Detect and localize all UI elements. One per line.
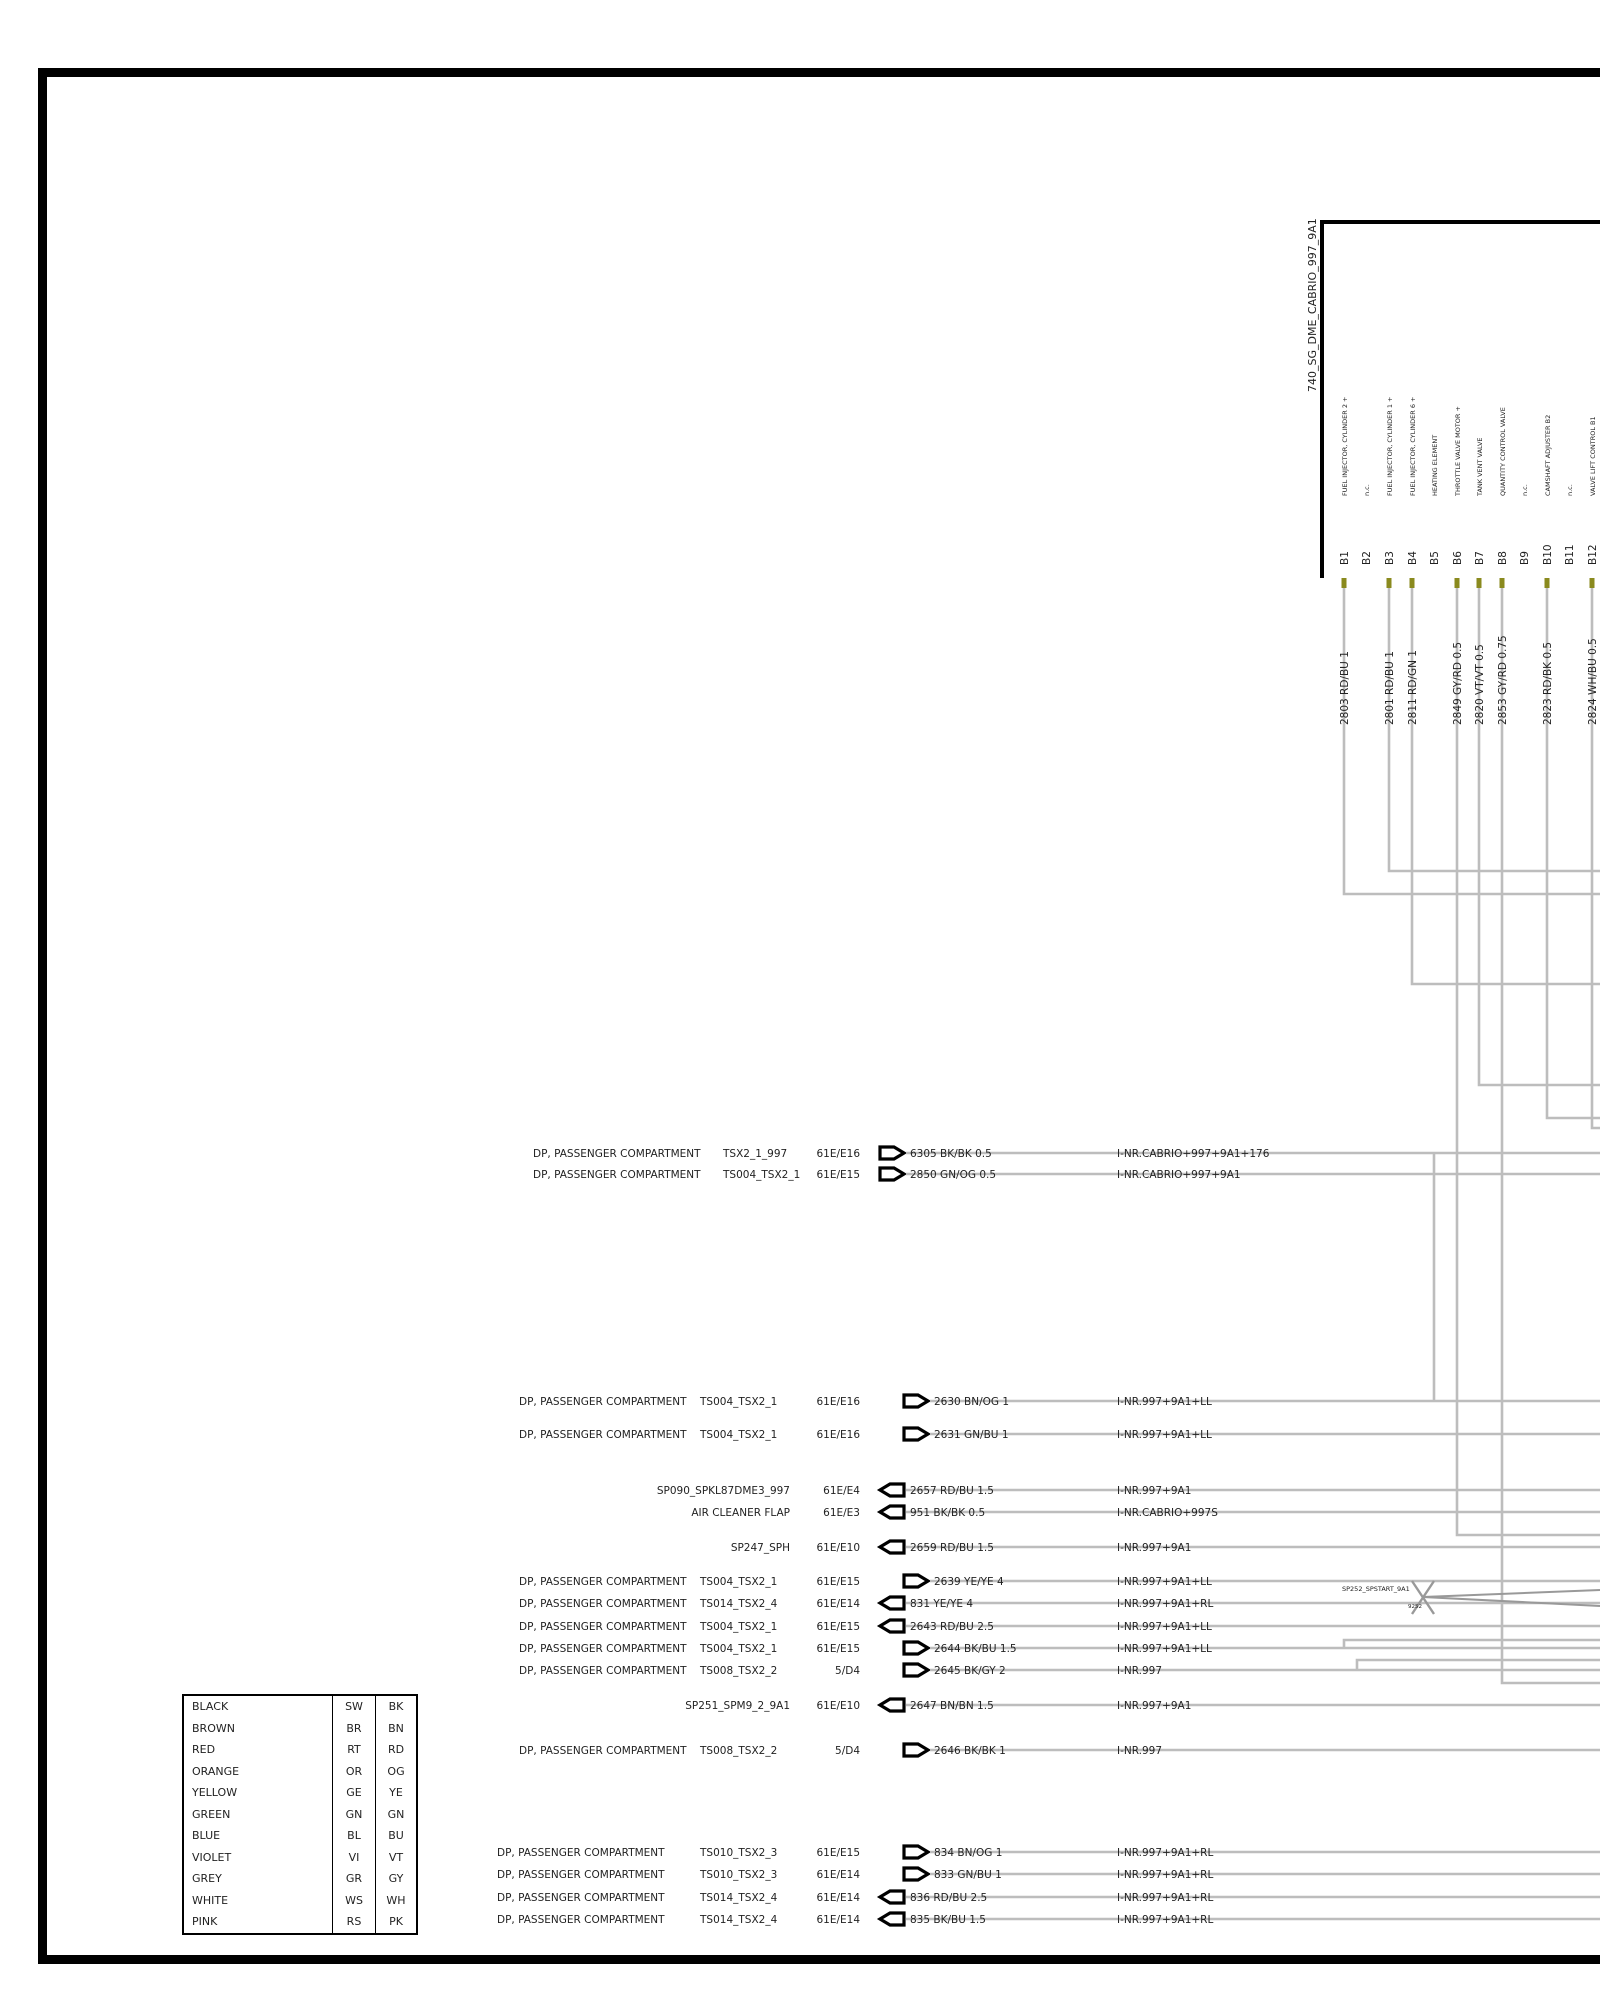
legend-color-name: BROWN — [183, 1718, 333, 1740]
connection-wire-label: 2657 RD/BU 1.5 — [910, 1485, 994, 1497]
connection-connector: TSX2_1_997 — [723, 1148, 788, 1160]
wire-route — [1502, 588, 1600, 1683]
connector-arrow — [904, 1846, 928, 1858]
wire-route — [1357, 1660, 1600, 1670]
connection-ref: 61E/E14 — [816, 1914, 860, 1926]
ecu-pin-number: B6 — [1452, 551, 1464, 565]
connection-connector: TS004_TSX2_1 — [723, 1169, 801, 1181]
legend-code-en: OG — [376, 1761, 418, 1783]
legend-row — [183, 1739, 417, 1761]
legend-row — [183, 1718, 417, 1740]
connector-arrow — [880, 1699, 904, 1711]
ecu-pin-number: B10 — [1542, 544, 1554, 565]
legend-code-de: WS — [333, 1890, 376, 1912]
connection-wire-label: 2850 GN/OG 0.5 — [910, 1169, 997, 1181]
connection-code: I-NR.CABRIO+997S — [1117, 1507, 1218, 1519]
connection-location: DP, PASSENGER COMPARTMENT — [497, 1869, 665, 1881]
ecu-pin-label: n.c. — [1521, 484, 1529, 496]
ecu-pin-terminal — [1590, 578, 1595, 588]
ecu-pin-number: B4 — [1407, 551, 1419, 565]
connection-wire-label: 2639 YE/YE 4 — [934, 1576, 1004, 1588]
legend-code-en: GY — [376, 1868, 418, 1890]
ecu-title: 740_SG_DME_CABRIO_997_9A1 — [1306, 218, 1319, 392]
connection-ref: 61E/E16 — [816, 1429, 860, 1441]
ecu-pin-number: B7 — [1474, 551, 1486, 565]
connector-arrow — [904, 1428, 928, 1440]
connection-location: DP, PASSENGER COMPARTMENT — [533, 1148, 701, 1160]
connection-code: I-NR.997+9A1+LL — [1117, 1429, 1212, 1441]
legend-color-name: GREEN — [183, 1804, 333, 1826]
connection-code: I-NR.997+9A1+LL — [1117, 1643, 1212, 1655]
ecu-pin-label: QUANTITY CONTROL VALVE — [1499, 407, 1507, 496]
connection-ref: 61E/E4 — [823, 1485, 860, 1497]
ecu-pin-terminal — [1455, 578, 1460, 588]
connection-code: I-NR.997+9A1+RL — [1117, 1847, 1214, 1859]
connection-ref: 5/D4 — [835, 1745, 860, 1757]
ecu-pin-label: n.c. — [1566, 484, 1574, 496]
connection-connector: TS008_TSX2_2 — [700, 1745, 778, 1757]
splice-branch — [1423, 1590, 1600, 1597]
connection-ref: 61E/E10 — [816, 1542, 860, 1554]
legend-code-en: RD — [376, 1739, 418, 1761]
ecu-wire-label: 2824 WH/BU 0.5 — [1587, 638, 1599, 725]
legend-color-name: YELLOW — [183, 1782, 333, 1804]
connection-code: I-NR.997+9A1+LL — [1117, 1621, 1212, 1633]
connector-arrow — [880, 1484, 904, 1496]
connection-code: I-NR.CABRIO+997+9A1+176 — [1117, 1148, 1270, 1160]
splice-symbol — [1342, 1581, 1600, 1614]
connector-arrow — [904, 1575, 928, 1587]
splice-id: 9252 — [1408, 1604, 1422, 1610]
legend-code-en: VT — [376, 1847, 418, 1869]
connection-connector: TS010_TSX2_3 — [700, 1847, 778, 1859]
ecu-pin-label: FUEL INJECTOR, CYLINDER 6 + — [1409, 396, 1417, 496]
connection-code: I-NR.997 — [1117, 1665, 1163, 1677]
connection-connector: TS008_TSX2_2 — [700, 1665, 778, 1677]
legend-color-name: PINK — [183, 1911, 333, 1934]
legend-code-en: BU — [376, 1825, 418, 1847]
connection-wire-label: 2645 BK/GY 2 — [934, 1665, 1006, 1677]
legend-row — [183, 1695, 417, 1718]
connection-connector: TS004_TSX2_1 — [700, 1621, 778, 1633]
wire-lines — [1344, 588, 1600, 1683]
splice-branch — [1423, 1597, 1600, 1606]
connection-location: DP, PASSENGER COMPARTMENT — [497, 1847, 665, 1859]
connection-location: DP, PASSENGER COMPARTMENT — [519, 1396, 687, 1408]
connection-location: DP, PASSENGER COMPARTMENT — [519, 1621, 687, 1633]
connection-wire-label: 951 BK/BK 0.5 — [910, 1507, 986, 1519]
connection-wire-label: 2646 BK/BK 1 — [934, 1745, 1006, 1757]
ecu-pin-terminal — [1545, 578, 1550, 588]
legend-color-name: GREY — [183, 1868, 333, 1890]
ecu-pin-terminal — [1410, 578, 1415, 588]
ecu-pin-number: B12 — [1587, 544, 1599, 565]
ecu-pin-label: THROTTLE VALVE MOTOR + — [1454, 406, 1462, 496]
connection-connector: SP247_SPH — [730, 1542, 790, 1554]
legend-row — [183, 1847, 417, 1869]
ecu-box-outline — [1322, 222, 1600, 578]
connection-ref: 61E/E15 — [816, 1643, 860, 1655]
ecu-wire-label: 2801 RD/BU 1 — [1384, 651, 1396, 725]
connection-ref: 61E/E3 — [823, 1507, 860, 1519]
connector-arrow — [880, 1147, 904, 1159]
legend-row — [183, 1825, 417, 1847]
connection-connector: TS014_TSX2_4 — [700, 1914, 778, 1926]
connection-wire-label: 2630 BN/OG 1 — [934, 1396, 1010, 1408]
connection-connector: AIR CLEANER FLAP — [691, 1507, 790, 1519]
ecu-wire-label: 2811 RD/GN 1 — [1407, 650, 1419, 725]
legend-row — [183, 1890, 417, 1912]
connection-ref: 61E/E15 — [816, 1576, 860, 1588]
ecu-pin-number: B11 — [1564, 544, 1576, 565]
connection-ref: 61E/E16 — [816, 1396, 860, 1408]
legend-code-de: SW — [333, 1695, 376, 1718]
splice-name: SP252_SPSTART_9A1 — [1342, 1585, 1410, 1593]
connection-location: DP, PASSENGER COMPARTMENT — [519, 1745, 687, 1757]
ecu-pin-terminal — [1342, 578, 1347, 588]
connection-wire-label: 2647 BN/BN 1.5 — [910, 1700, 994, 1712]
connection-location: DP, PASSENGER COMPARTMENT — [519, 1598, 687, 1610]
ecu-pin-number: B3 — [1384, 551, 1396, 565]
ecu-wire-label: 2803 RD/BU 1 — [1339, 651, 1351, 725]
ecu-pin-number: B8 — [1497, 551, 1509, 565]
legend-code-de: RS — [333, 1911, 376, 1934]
connection-code: I-NR.997+9A1+RL — [1117, 1914, 1214, 1926]
connection-wire-label: 2643 RD/BU 2.5 — [910, 1621, 994, 1633]
connection-connector: TS010_TSX2_3 — [700, 1869, 778, 1881]
ecu-pin-terminal — [1500, 578, 1505, 588]
connection-location: DP, PASSENGER COMPARTMENT — [497, 1892, 665, 1904]
connection-location: DP, PASSENGER COMPARTMENT — [519, 1665, 687, 1677]
connection-wire-label: 2631 GN/BU 1 — [934, 1429, 1009, 1441]
legend-row — [183, 1868, 417, 1890]
connector-arrow — [880, 1913, 904, 1925]
ecu-pin-number: B1 — [1339, 551, 1351, 565]
legend-code-en: GN — [376, 1804, 418, 1826]
ecu-pin-label: FUEL INJECTOR, CYLINDER 2 + — [1341, 396, 1349, 496]
legend-code-en: BN — [376, 1718, 418, 1740]
connection-ref: 61E/E14 — [816, 1598, 860, 1610]
ecu-pin-label: TANK VENT VALVE — [1476, 437, 1484, 496]
connector-arrow — [904, 1642, 928, 1654]
legend-code-de: GN — [333, 1804, 376, 1826]
connection-location: DP, PASSENGER COMPARTMENT — [519, 1429, 687, 1441]
connection-code: I-NR.997+9A1+LL — [1117, 1576, 1212, 1588]
connection-wire-label: 834 BN/OG 1 — [934, 1847, 1003, 1859]
ecu-pin-terminal — [1477, 578, 1482, 588]
connection-ref: 61E/E14 — [816, 1892, 860, 1904]
connection-location: DP, PASSENGER COMPARTMENT — [519, 1576, 687, 1588]
connection-ref: 61E/E16 — [816, 1148, 860, 1160]
connector-arrow — [880, 1620, 904, 1632]
connection-location: DP, PASSENGER COMPARTMENT — [533, 1169, 701, 1181]
connection-code: I-NR.997+9A1+RL — [1117, 1869, 1214, 1881]
legend-color-name: BLUE — [183, 1825, 333, 1847]
ecu-pin-number: B2 — [1361, 551, 1373, 565]
connection-code: I-NR.997+9A1 — [1117, 1542, 1192, 1554]
connection-code: I-NR.997+9A1+RL — [1117, 1598, 1214, 1610]
connector-arrow — [904, 1868, 928, 1880]
connector-arrow — [880, 1597, 904, 1609]
legend-code-en: YE — [376, 1782, 418, 1804]
connector-arrow — [904, 1664, 928, 1676]
connection-location: DP, PASSENGER COMPARTMENT — [497, 1914, 665, 1926]
connection-connector: TS014_TSX2_4 — [700, 1892, 778, 1904]
ecu-wire-label: 2849 GY/RD 0.5 — [1452, 641, 1464, 725]
connection-connector: TS014_TSX2_4 — [700, 1598, 778, 1610]
connection-code: I-NR.CABRIO+997+9A1 — [1117, 1169, 1241, 1181]
connection-ref: 61E/E10 — [816, 1700, 860, 1712]
legend-code-en: WH — [376, 1890, 418, 1912]
connection-code: I-NR.997 — [1117, 1745, 1163, 1757]
legend-row — [183, 1804, 417, 1826]
connector-arrow — [880, 1506, 904, 1518]
ecu-pin-label: CAMSHAFT ADJUSTER B2 — [1544, 414, 1552, 496]
ecu-block — [1306, 218, 1600, 725]
ecu-pin-label: n.c. — [1363, 484, 1371, 496]
legend-color-name: VIOLET — [183, 1847, 333, 1869]
connection-connector: TS004_TSX2_1 — [700, 1429, 778, 1441]
ecu-wire-label: 2823 RD/BK 0.5 — [1542, 641, 1554, 725]
connection-location: DP, PASSENGER COMPARTMENT — [519, 1643, 687, 1655]
connection-ref: 61E/E15 — [816, 1169, 860, 1181]
color-legend — [182, 1694, 418, 1935]
connection-ref: 61E/E14 — [816, 1869, 860, 1881]
connector-arrow — [880, 1168, 904, 1180]
connector-arrow — [904, 1395, 928, 1407]
connection-connector: TS004_TSX2_1 — [700, 1396, 778, 1408]
connection-connector: SP090_SPKL87DME3_997 — [656, 1485, 790, 1497]
connection-wire-label: 833 GN/BU 1 — [934, 1869, 1002, 1881]
connection-wire-label: 6305 BK/BK 0.5 — [910, 1148, 992, 1160]
ecu-pin-label: FUEL INJECTOR, CYLINDER 1 + — [1386, 396, 1394, 496]
connection-ref: 61E/E15 — [816, 1621, 860, 1633]
legend-row — [183, 1761, 417, 1783]
ecu-pin-number: B9 — [1519, 551, 1531, 565]
legend-code-de: BR — [333, 1718, 376, 1740]
connection-code: I-NR.997+9A1 — [1117, 1485, 1192, 1497]
connector-arrow — [880, 1891, 904, 1903]
connection-code: I-NR.997+9A1+RL — [1117, 1892, 1214, 1904]
ecu-wire-label: 2820 VT/VT 0.5 — [1474, 644, 1486, 725]
legend-code-de: VI — [333, 1847, 376, 1869]
connection-ref: 61E/E15 — [816, 1847, 860, 1859]
legend-color-name: RED — [183, 1739, 333, 1761]
ecu-pin-label: VALVE LIFT CONTROL B1 — [1589, 416, 1597, 496]
connection-wire-label: 2659 RD/BU 1.5 — [910, 1542, 994, 1554]
connector-arrow — [880, 1541, 904, 1553]
legend-color-name: WHITE — [183, 1890, 333, 1912]
legend-code-en: PK — [376, 1911, 418, 1934]
legend-color-name: ORANGE — [183, 1761, 333, 1783]
connection-wire-label: 835 BK/BU 1.5 — [910, 1914, 986, 1926]
connection-wire-label: 836 RD/BU 2.5 — [910, 1892, 988, 1904]
connection-ref: 5/D4 — [835, 1665, 860, 1677]
legend-code-de: GR — [333, 1868, 376, 1890]
connection-code: I-NR.997+9A1 — [1117, 1700, 1192, 1712]
legend-row — [183, 1911, 417, 1934]
legend-code-de: OR — [333, 1761, 376, 1783]
connection-wire-label: 831 YE/YE 4 — [910, 1598, 974, 1610]
ecu-pin-label: HEATING ELEMENT — [1431, 434, 1439, 496]
connector-arrow — [904, 1744, 928, 1756]
ecu-wire-label: 2853 GY/RD 0.75 — [1497, 635, 1509, 725]
connection-connector: TS004_TSX2_1 — [700, 1576, 778, 1588]
ecu-pin-number: B5 — [1429, 551, 1441, 565]
connection-wire-label: 2644 BK/BU 1.5 — [934, 1643, 1017, 1655]
wire-route — [1344, 588, 1600, 894]
legend-code-de: RT — [333, 1739, 376, 1761]
connection-connector: TS004_TSX2_1 — [700, 1643, 778, 1655]
legend-code-de: GE — [333, 1782, 376, 1804]
legend-code-en: BK — [376, 1695, 418, 1718]
connection-connector: SP251_SPM9_2_9A1 — [685, 1700, 790, 1712]
connection-code: I-NR.997+9A1+LL — [1117, 1396, 1212, 1408]
legend-code-de: BL — [333, 1825, 376, 1847]
legend-color-name: BLACK — [183, 1695, 333, 1718]
ecu-pin-terminal — [1387, 578, 1392, 588]
legend-row — [183, 1782, 417, 1804]
wire-route — [1389, 588, 1600, 871]
